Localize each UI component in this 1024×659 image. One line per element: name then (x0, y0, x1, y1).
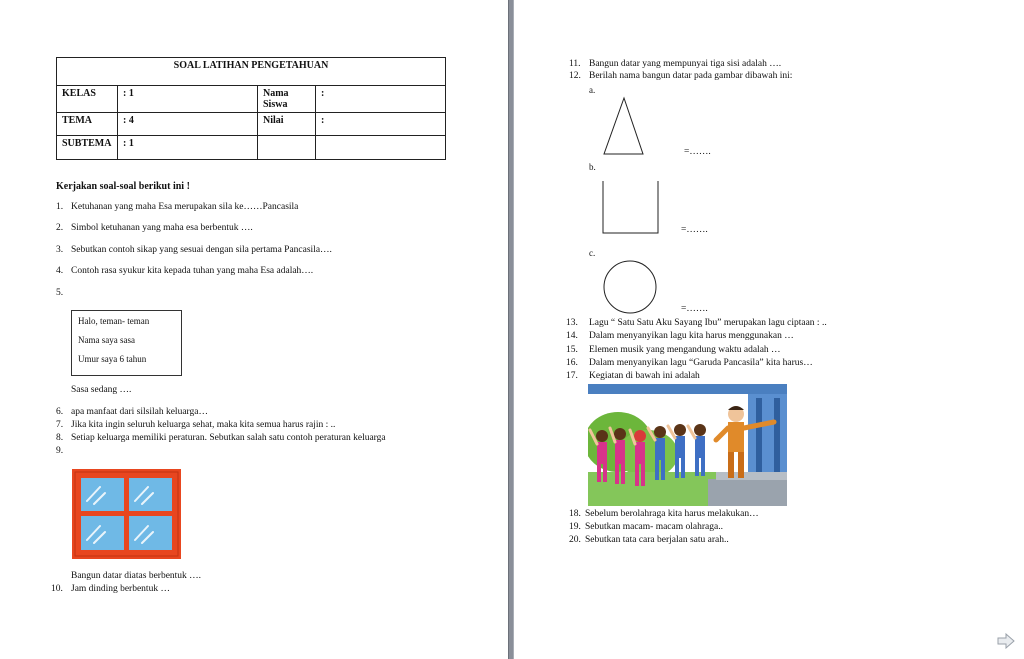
intro-speech-box (71, 310, 182, 376)
square-shape (602, 180, 660, 236)
nama-siswa-value: : (316, 86, 446, 113)
question-11: 11. Bangun datar yang mempunyai tiga sisi adalah …. (569, 59, 782, 69)
nilai-label: Nilai (258, 113, 316, 136)
question-7: 7. Jika kita ingin seluruh keluarga sehat, maka kita semua harus rajin : .. (56, 420, 336, 430)
question-18: 18. Sebelum berolahraga kita harus melakukan… (569, 509, 759, 519)
kelas-label: KELAS (57, 86, 118, 113)
question-14: 14. Dalam menyanyikan lagu kita harus menggunakan … (566, 331, 794, 341)
triangle-shape (602, 96, 646, 158)
next-page-arrow-icon[interactable] (996, 633, 1016, 649)
shape-b-label: b. (589, 162, 596, 172)
table-title: SOAL LATIHAN PENGETAHUAN (57, 58, 446, 86)
question-10: 10. Jam dinding berbentuk … (51, 584, 170, 594)
exercise-illustration (588, 384, 787, 506)
window-pane (81, 516, 124, 550)
question-3: 3. Sebutkan contoh sikap yang sesuai dengan sila pertama Pancasila…. (56, 245, 332, 255)
question-1: 1. Ketuhanan yang maha Esa merupakan sila ke……Pancasila (56, 202, 299, 212)
empty-cell (258, 136, 316, 160)
question-19: 19. Sebutkan macam- macam olahraga.. (569, 522, 723, 532)
question-13: 13. Lagu “ Satu Satu Aku Sayang Ibu” merupakan lagu ciptaan : .. (566, 318, 827, 328)
question-8: 8. Setiap keluarga memiliki peraturan. Sebutkan salah satu contoh peraturan keluarga (56, 433, 386, 443)
shape-c-answer: =……. (681, 304, 708, 314)
intro-line-3: Umur saya 6 tahun (78, 354, 147, 364)
circle-shape (602, 259, 658, 315)
left-page (0, 0, 508, 659)
subtema-label: SUBTEMA (57, 136, 118, 160)
identity-table (56, 57, 446, 160)
tema-value: : 4 (118, 113, 258, 136)
question-15: 15. Elemen musik yang mengandung waktu adalah … (566, 345, 781, 355)
intro-line-1: Halo, teman- teman (78, 316, 150, 326)
shape-c-label: c. (589, 248, 596, 258)
shape-a-answer: =……. (684, 147, 711, 157)
question-6: 6. apa manfaat dari silsilah keluarga… (56, 407, 208, 417)
window-pane (129, 516, 172, 550)
question-9-answer: Bangun datar diatas berbentuk …. (71, 571, 202, 581)
intro-line-2: Nama saya sasa (78, 335, 135, 345)
subtema-value: : 1 (118, 136, 258, 160)
question-17: 17. Kegiatan di bawah ini adalah (566, 371, 700, 381)
tema-label: TEMA (57, 113, 118, 136)
kelas-value: : 1 (118, 86, 258, 113)
question-16: 16. Dalam menyanyikan lagu “Garuda Pancasila” kita harus… (566, 358, 813, 368)
question-5: 5. (56, 288, 64, 298)
question-9: 9. (56, 446, 64, 456)
nama-siswa-label: Nama Siswa (258, 86, 316, 113)
shape-a-label: a. (589, 85, 596, 95)
question-2: 2. Simbol ketuhanan yang maha esa berbentuk …. (56, 223, 253, 233)
question-12: 12. Berilah nama bangun datar pada gambar dibawah ini: (569, 71, 793, 81)
instruction: Kerjakan soal-soal berikut ini ! (56, 181, 190, 192)
question-20: 20. Sebutkan tata cara berjalan satu arah.. (569, 535, 729, 545)
question-5-answer: Sasa sedang …. (71, 385, 132, 395)
shape-b-answer: =……. (681, 225, 708, 235)
window-image (72, 469, 181, 559)
right-page (514, 0, 1024, 659)
question-4: 4. Contoh rasa syukur kita kepada tuhan yang maha Esa adalah…. (56, 266, 314, 276)
nilai-value: : (316, 113, 446, 136)
empty-cell (316, 136, 446, 160)
